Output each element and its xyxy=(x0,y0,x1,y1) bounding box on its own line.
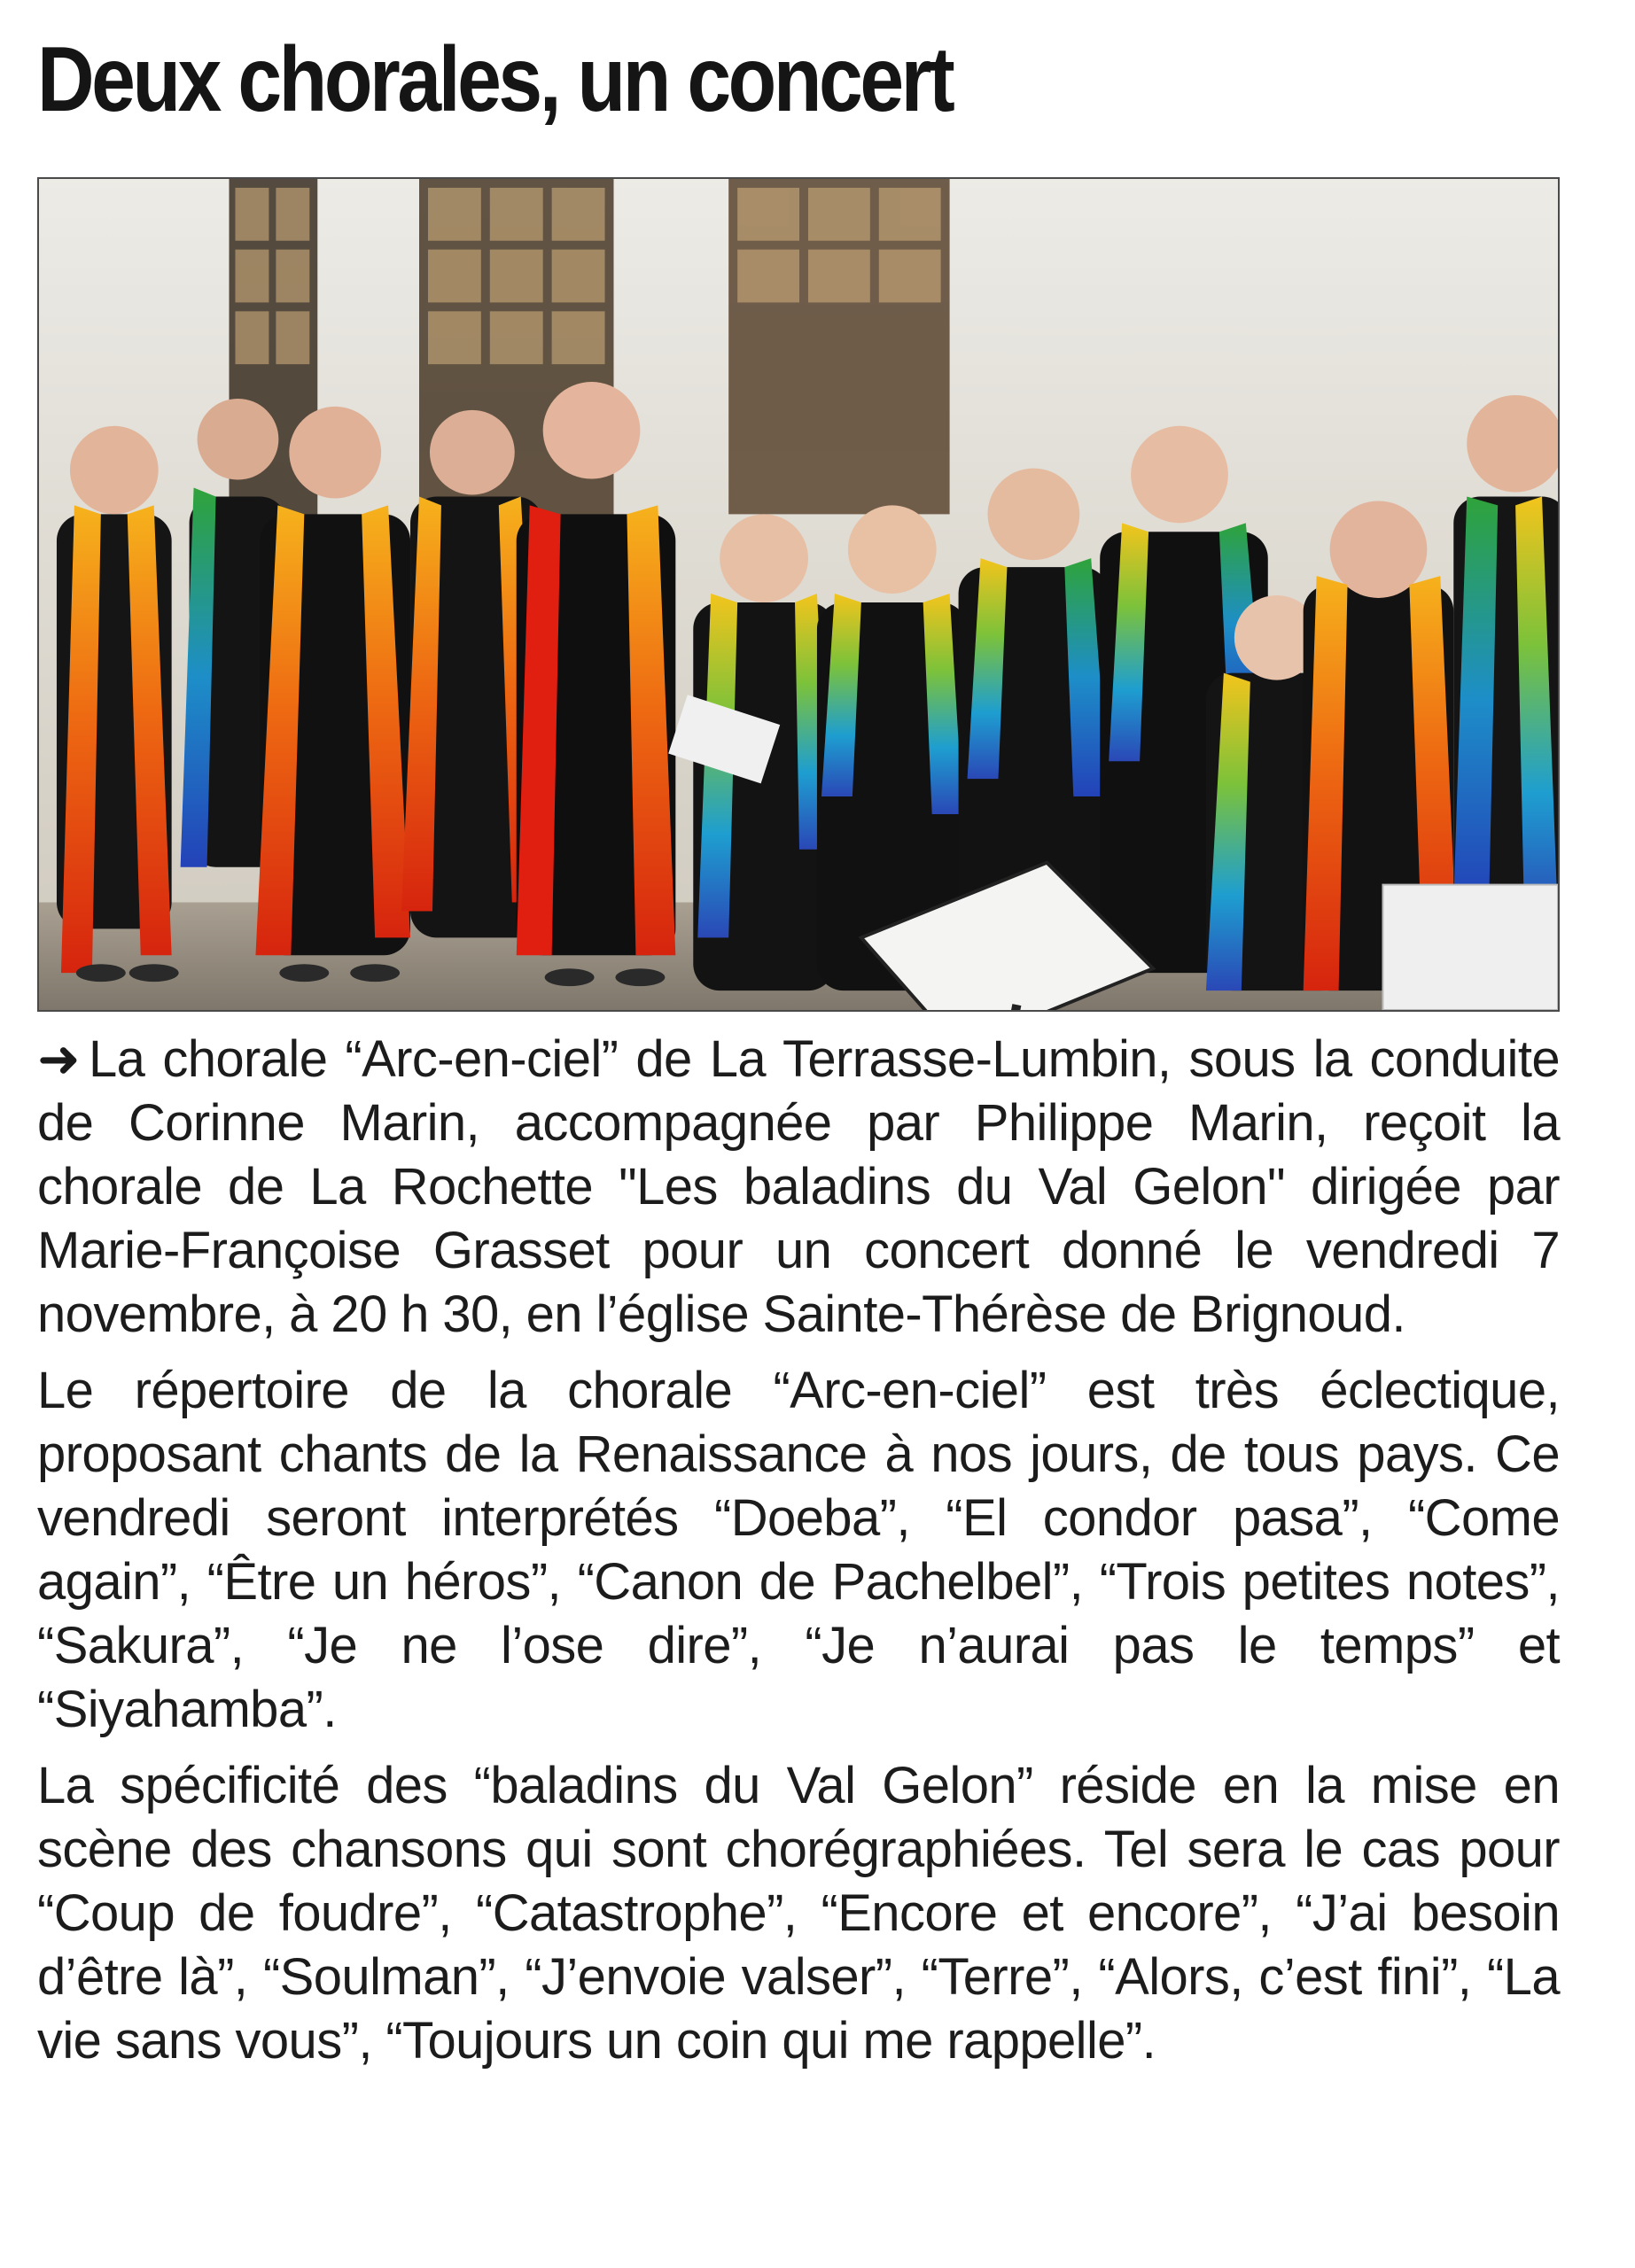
article-body xyxy=(37,1028,1560,2085)
choir-photo xyxy=(37,177,1560,1012)
headline: Deux chorales, un concert xyxy=(37,28,953,131)
arrow-right-icon: ➜ xyxy=(37,1030,80,1088)
paragraph-baladins: La spécificité des “baladins du Val Gelon” réside en la mise en scène des chansons qui sont chorégraphiées. Tel sera le cas pour “Coup de foudre”, “Catastrophe”, “Encore et encore”, “J’ai besoin d’être là”, “Soulman”, “J’envoie valser”, “Terre”, “Alors, c’est fini”, “La vie sans vous”, “Toujours un coin qui me rappelle”. xyxy=(37,1757,1560,2070)
paragraph-repertoire: Le répertoire de la chorale “Arc-en-ciel” est très éclectique, proposant chants de la Renaissance à nos jours, de tous pays. Ce vendredi seront interprétés “Doeba”, “El condor pasa”, “Come again”, “Être un héros”, “Canon de Pachelbel”, “Trois petites notes”, “Sakura”, “Je ne l’ose dire”, “Je n’aurai pas le temps” et “Siyahamba”. xyxy=(37,1362,1560,1738)
paragraph-intro-text: La chorale “Arc-en-ciel” de La Terrasse-Lumbin, sous la conduite de Corinne Marin, accompagnée par Philippe Marin, reçoit la chorale de La Rochette "Les baladins du Val Gelon" dirigée par Marie-Françoise Grasset pour un concert donné le vendredi 7 novembre, à 20 h 30, en l’église Sainte-Thérèse de Brignoud. xyxy=(37,1030,1560,1343)
paragraph-intro xyxy=(37,1028,1560,1347)
